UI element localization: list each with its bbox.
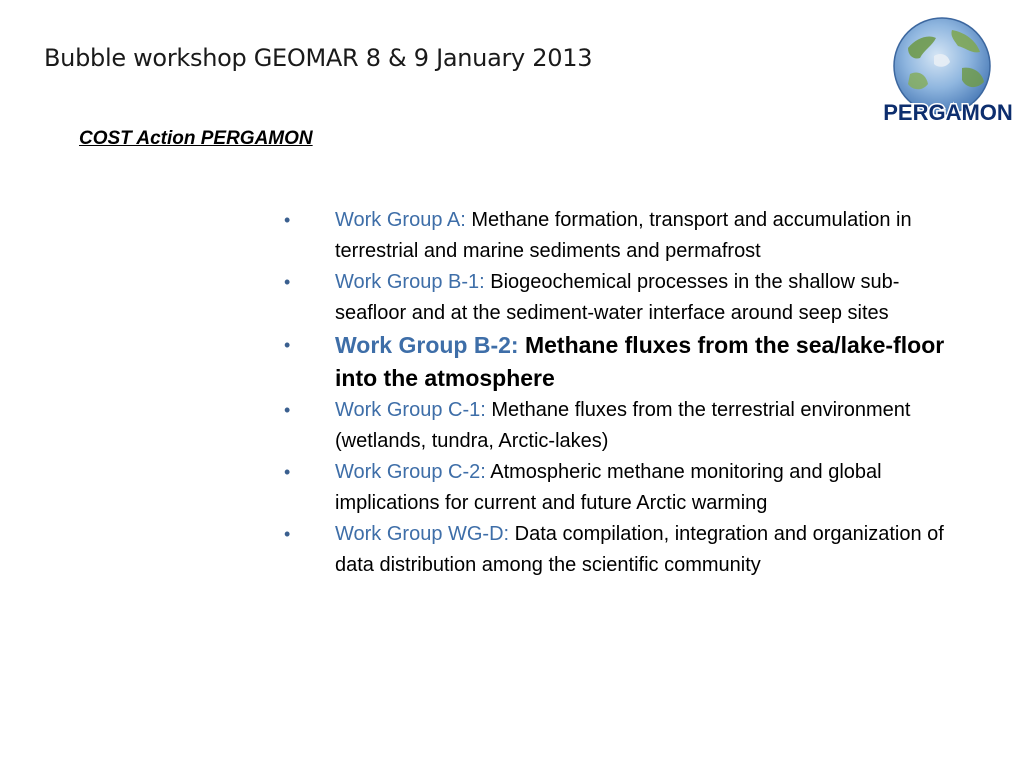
work-group-description: Biogeochemical processes in the shallow sub-seafloor and at the sediment-water interface around seep sites: [335, 271, 900, 324]
cost-action-subtitle: COST Action PERGAMON: [79, 128, 313, 149]
bullet-icon: •: [284, 335, 291, 355]
work-group-item: [284, 457, 964, 519]
slide-header-title: Bubble workshop GEOMAR 8 & 9 January 2013: [44, 44, 593, 72]
work-group-label: Work Group A:: [335, 209, 466, 231]
work-group-list: [284, 205, 964, 581]
bullet-icon: •: [284, 400, 291, 420]
work-group-label: Work Group B-1:: [335, 271, 485, 293]
work-group-item: [284, 395, 964, 457]
work-group-description: Methane fluxes from the sea/lake-floor into the atmosphere: [335, 332, 945, 391]
work-group-item: [284, 519, 964, 581]
work-group-item: [284, 267, 964, 329]
work-group-label: Work Group C-2:: [335, 461, 486, 483]
bullet-icon: •: [284, 462, 291, 482]
logo-text: PERGAMON: [883, 100, 1013, 125]
work-group-label: Work Group B-2:: [335, 332, 519, 358]
bullet-icon: •: [284, 524, 291, 544]
pergamon-logo: [880, 8, 1018, 132]
work-group-description: Methane fluxes from the terrestrial environment (wetlands, tundra, Arctic-lakes): [335, 399, 911, 452]
work-group-description: Data compilation, integration and organization of data distribution among the scientific community: [335, 523, 944, 576]
work-group-item-highlighted: [284, 329, 964, 395]
work-group-item: [284, 205, 964, 267]
work-group-description: Atmospheric methane monitoring and global implications for current and future Arctic warming: [335, 461, 882, 514]
work-group-label: Work Group C-1:: [335, 399, 486, 421]
work-group-description: Methane formation, transport and accumulation in terrestrial and marine sediments and permafrost: [335, 209, 912, 262]
bullet-icon: •: [284, 272, 291, 292]
bullet-icon: •: [284, 210, 291, 230]
globe-arctic-icon: [880, 8, 1018, 132]
work-group-label: Work Group WG-D:: [335, 523, 510, 545]
